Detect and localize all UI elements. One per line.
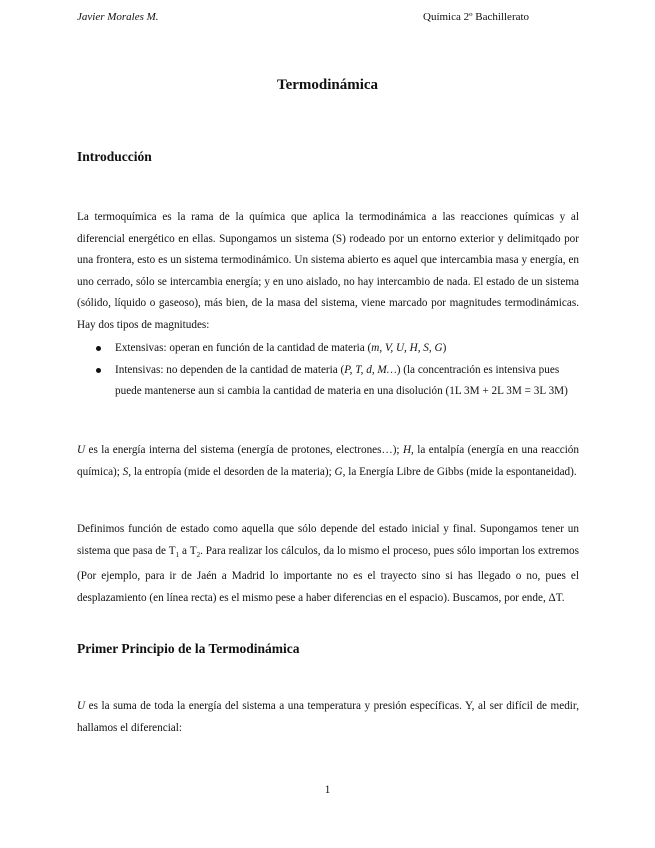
list-item: Extensivas: operan en función de la cantidad de materia (m, V, U, H, S, G) bbox=[96, 338, 579, 360]
page-number: 1 bbox=[324, 784, 331, 796]
intro-paragraph: La termoquímica es la rama de la química que aplica la termodinámica a las reacciones químicas y al diferencial energético en ellas. Supongamos un sistema (S) rodeado por un entorno exterior y delimitqado por una frontera, esto es un sistema termodinámico. Un sistema abierto es aquel que intercambia masa y energía, en uno cerrado, sólo se intercambia energía; y en uno aislado, no hay intercambio de nada. El estado de un sistema (sólido, líquido o gaseoso), más bien, de la masa del sistema, viene marcado por magnitudes termodinámicas. Hay dos tipos de magnitudes: bbox=[77, 211, 579, 331]
header-course: Química 2º Bachillerato bbox=[423, 11, 530, 23]
header-author: Javier Morales M. bbox=[77, 11, 159, 23]
list-item: Intensivas: no dependen de la cantidad de materia (P, T, d, M…) (la concentración es intensiva pues puede mantenerse aun si cambia la cantidad de materia en una disolución (1L 3M + 2L 3M = 3L 3M) bbox=[96, 360, 579, 403]
magnitudes-paragraph: U es la energía interna del sistema (energía de protones, electrones…); H, la entalpía (energía en una reacción química); S, la entropía (mide el desorden de la materia); G, la Energía Libre de Gibbs (mide la espontaneidad). bbox=[77, 444, 579, 478]
section-heading-primer-principio: Primer Principio de la Termodinámica bbox=[77, 641, 300, 656]
section-heading-introduccion: Introducción bbox=[77, 149, 152, 164]
magnitudes-list bbox=[96, 338, 579, 403]
first-law-paragraph: U es la suma de toda la energía del sistema a una temperatura y presión específicas. Y, al ser difícil de medir, hallamos el diferencial: bbox=[77, 700, 579, 734]
page-title: Termodinámica bbox=[276, 77, 379, 93]
state-function-paragraph: Definimos función de estado como aquella que sólo depende del estado inicial y final. Supongamos tener un sistema que pasa de $T_1$ a $T_2$. Para realizar los cálculos, da lo mismo el proceso, pues sólo importan los extremos (Por ejemplo, para ir de Jaén a Madrid lo importante no es el trayecto sino si has llegado o no, pues el desplazamiento (en línea recta) es el mismo pese a haber diferencias en el espacio). Buscamos, por ende, ΔT. bbox=[77, 523, 579, 605]
